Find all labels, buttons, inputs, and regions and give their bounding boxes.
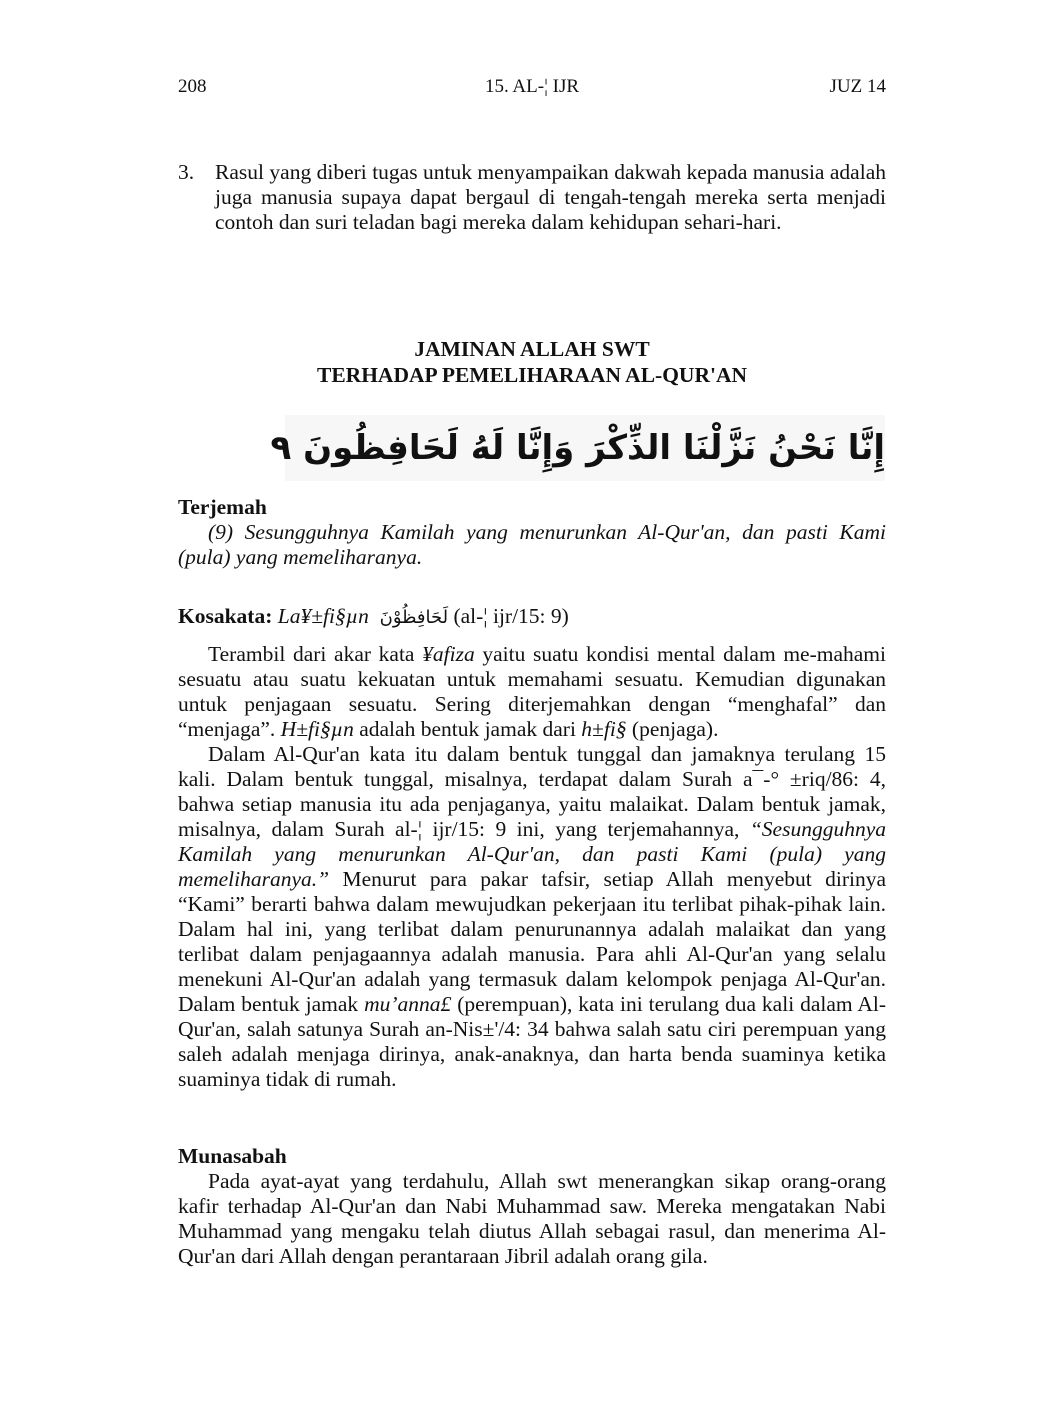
munasabah-text: Pada ayat-ayat yang terdahulu, Allah swt menerangkan sikap orang-orang kafir terhadap Al-Qur'an dan Nabi Muhammad saw. Mereka mengatakan Nabi Muhammad yang mengaku telah diutus Allah sebagai rasul, dan menerima Al-Qur'an dari Allah dengan perantaraan Jibril adalah orang gila.	[178, 1169, 886, 1268]
title-line-2: TERHADAP PEMELIHARAAN AL-QUR'AN	[316, 363, 748, 387]
kosakata-line	[178, 604, 886, 630]
juz-header: JUZ 14	[829, 76, 886, 97]
arabic-verse: إِنَّا نَحْنُ نَزَّلْنَا الذِّكْرَ وَإِنَّا لَهُ لَحَافِظُونَ ٩	[285, 415, 885, 481]
kosakata-paragraph-2	[178, 742, 886, 1092]
kosakata-label: Kosakata:	[178, 604, 273, 628]
kosakata-ref: (al-¦ ijr/15: 9)	[453, 604, 569, 628]
list-item-3	[178, 160, 886, 235]
terjemah-heading: Terjemah	[178, 495, 267, 519]
text: Terambil dari akar kata	[208, 642, 423, 666]
text: Dalam Al-Qur'an kata itu dalam bentuk tunggal dan jamaknya terulang 15 kali. Dalam bentuk tunggal, misalnya, terdapat dalam Surah a¯-° ±riq/86: 4, bahwa setiap manusia itu ada penjaganya, yaitu malaikat. Dalam bentuk jamak, misalnya, dalam Surah al-¦ ijr/15: 9 ini, yang terjemahannya,	[178, 742, 886, 841]
italic-quote: “Sesungguhnya Kamilah yang menurunkan Al-Qur'an, dan pasti Kami (pula) yang memeliharanya.”	[178, 817, 886, 891]
running-header	[178, 76, 886, 102]
kosakata-arabic: لَحَافِظُوْنَ	[379, 607, 449, 628]
title-line-1: JAMINAN ALLAH SWT	[414, 337, 650, 361]
italic-term: ¥afiza	[422, 642, 475, 666]
item-text: Rasul yang diberi tugas untuk menyampaikan dakwah kepada manusia adalah juga manusia supaya dapat bergaul di tengah-tengah mereka serta menjadi contoh dan suri teladan bagi mereka dalam kehidupan sehari-hari.	[215, 160, 886, 234]
text: yaitu suatu kondisi mental dalam me-mahami sesuatu atau suatu kekuatan untuk memahami sesuatu. Kemudian digunakan untuk penjagaan sesuatu. Sering diterjemahkan dengan “menghafal” dan “menjaga”.	[178, 642, 886, 741]
italic-term: h±fi§	[581, 717, 627, 741]
kosakata-paragraph-1	[178, 642, 886, 742]
section-title	[178, 336, 886, 388]
page-number: 208	[178, 76, 207, 97]
terjemah-text	[178, 520, 886, 570]
text: (penjaga).	[626, 717, 719, 741]
terjemah-section	[178, 495, 886, 570]
text: Menurut para pakar tafsir, setiap Allah menyebut dirinya “Kami” berarti bahwa dalam mewujudkan pekerjaan itu terlibat pihak-pihak lain. Dalam hal ini, yang terlibat dalam penurunannya adalah malaikat dan yang terlibat dalam penjagaannya adalah manusia. Para ahli Al-Qur'an yang selalu menekuni Al-Qur'an adalah yang termasuk dalam kelompok penjaga Al-Qur'an. Dalam bentuk jamak	[178, 867, 886, 1016]
item-number: 3.	[178, 160, 195, 184]
text: adalah bentuk jamak dari	[353, 717, 582, 741]
surah-header: 15. AL-¦ IJR	[484, 76, 580, 97]
kosakata-section	[178, 604, 886, 1092]
munasabah-heading: Munasabah	[178, 1144, 287, 1168]
italic-term: mu’anna£	[364, 992, 452, 1016]
translation-text: (9) Sesungguhnya Kamilah yang menurunkan Al-Qur'an, dan pasti Kami (pula) yang memeliharanya.	[178, 520, 886, 569]
kosakata-term: La¥±fi§µn	[277, 604, 369, 628]
italic-term: H±fi§µn	[280, 717, 354, 741]
text: (perempuan), kata ini terulang dua kali dalam Al-Qur'an, salah satunya Surah an-Nis±'/4: 34 bahwa salah satu ciri perempuan yang saleh adalah menjaga dirinya, anak-anaknya, dan harta benda suaminya ketika suaminya tidak di rumah.	[178, 992, 886, 1091]
munasabah-section	[178, 1144, 886, 1269]
